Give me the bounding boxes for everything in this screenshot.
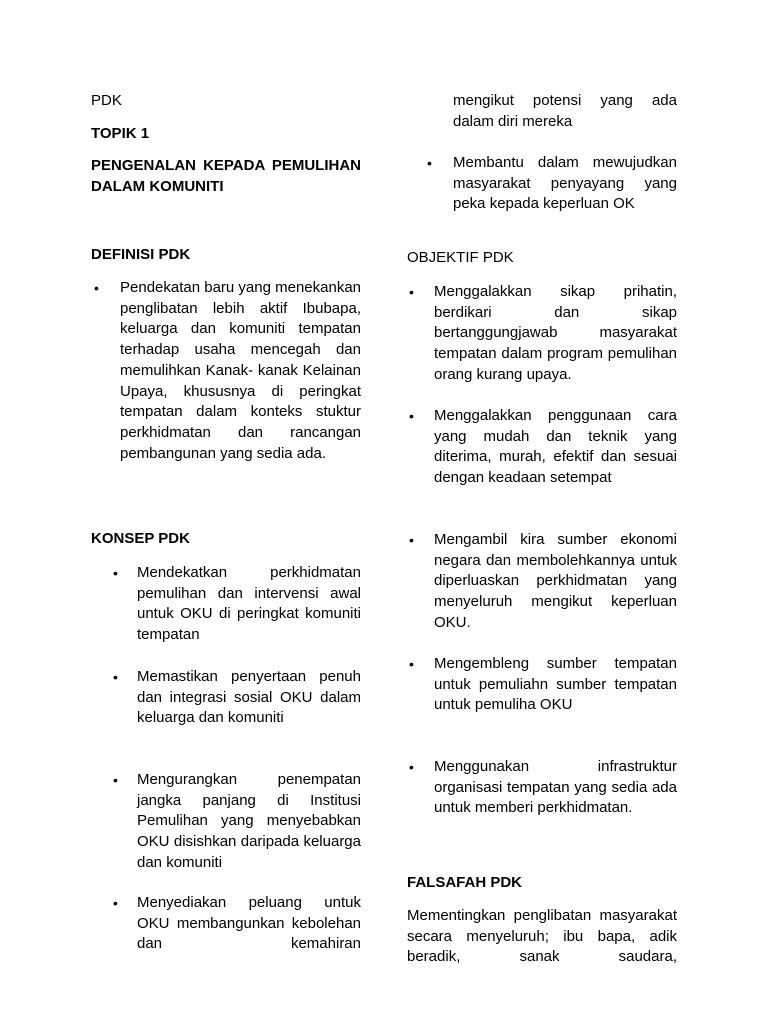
list-item-text: Menggunakan infrastruktur organisasi tempatan yang sedia ada untuk memberi perkhidmatan. <box>434 758 677 817</box>
bullet-icon: • <box>409 759 414 775</box>
definisi-heading <box>91 245 361 266</box>
list-item <box>407 757 677 819</box>
continued-item-text: mengikut potensi yang ada dalam diri mereka <box>453 92 677 130</box>
list-item-text: Menyediakan peluang untuk OKU membangunkan kebolehan dan kemahiran <box>137 894 361 953</box>
intro-list <box>427 153 677 215</box>
header-text: PDK <box>91 92 122 109</box>
bullet-icon: • <box>427 155 432 171</box>
falsafah-paragraph <box>407 906 677 968</box>
bullet-icon: • <box>113 895 118 911</box>
falsafah-heading <box>407 873 677 894</box>
bullet-icon: • <box>409 656 414 672</box>
bullet-icon: • <box>409 284 414 300</box>
bullet-icon: • <box>113 565 118 581</box>
list-item <box>113 770 361 874</box>
list-item <box>91 278 361 464</box>
title-text: PENGENALAN KEPADA PEMULIHAN DALAM KOMUNITI <box>91 157 361 195</box>
continued-list-item <box>453 91 677 132</box>
list-item-text: Mendekatkan perkhidmatan pemulihan dan intervensi awal untuk OKU di peringkat komuniti tempatan <box>137 564 361 644</box>
list-item <box>427 153 677 215</box>
bullet-icon: • <box>94 280 99 296</box>
list-item <box>407 654 677 716</box>
definisi-heading-text: DEFINISI PDK <box>91 246 191 263</box>
topic-label <box>91 124 361 145</box>
definisi-list <box>91 278 361 464</box>
objektif-heading-text: OBJEKTIF PDK <box>407 249 514 266</box>
list-item-text: Memastikan penyertaan penuh dan integrasi sosial OKU dalam keluarga dan komuniti <box>137 668 361 727</box>
bullet-icon: • <box>113 669 118 685</box>
konsep-heading-text: KONSEP PDK <box>91 530 190 547</box>
bullet-icon: • <box>409 532 414 548</box>
list-item-text: Mengurangkan penempatan jangka panjang di Institusi Pemulihan yang menyebabkan OKU disishkan daripada keluarga dan komuniti <box>137 771 361 871</box>
list-item <box>407 406 677 489</box>
list-item <box>407 282 677 386</box>
list-item-text: Menggalakkan sikap prihatin, berdikari dan sikap bertanggungjawab masyarakat tempatan dalam program pemulihan orang kurang upaya. <box>434 283 677 383</box>
topic-text: TOPIK 1 <box>91 125 150 142</box>
list-item-text: Mengambil kira sumber ekonomi negara dan membolehkannya untuk diperluaskan perkhidmatan yang menyeluruh mengikut keperluan OKU. <box>434 531 677 631</box>
list-item-text: Mengembleng sumber tempatan untuk pemuliahn sumber tempatan untuk pemuliha OKU <box>434 655 677 714</box>
falsafah-text: Mementingkan penglibatan masyarakat secara menyeluruh; ibu bapa, adik beradik, sanak saudara, <box>407 907 677 966</box>
list-item <box>113 893 361 955</box>
document-title <box>91 156 361 197</box>
document-header <box>91 91 361 112</box>
list-item <box>113 563 361 646</box>
list-item <box>407 530 677 634</box>
list-item-text: Membantu dalam mewujudkan masyarakat penyayang yang peka kepada keperluan OK <box>453 154 677 213</box>
bullet-icon: • <box>113 772 118 788</box>
falsafah-heading-text: FALSAFAH PDK <box>407 874 523 891</box>
list-item-text: Menggalakkan penggunaan cara yang mudah dan teknik yang diterima, murah, efektif dan sesuai dengan keadaan setempat <box>434 407 677 487</box>
bullet-icon: • <box>409 408 414 424</box>
konsep-heading <box>91 529 361 550</box>
list-item <box>113 667 361 729</box>
objektif-heading <box>407 248 677 269</box>
list-item-text: Pendekatan baru yang menekankan penglibatan lebih aktif Ibubapa, keluarga dan komuniti tempatan terhadap usaha mencegah dan memulihkan Kanak- kanak Kelainan Upaya, khususnya di peringkat tempatan dalam konteks stuktur perkhidmatan dan rancangan pembangunan yang sedia ada. <box>120 279 362 462</box>
